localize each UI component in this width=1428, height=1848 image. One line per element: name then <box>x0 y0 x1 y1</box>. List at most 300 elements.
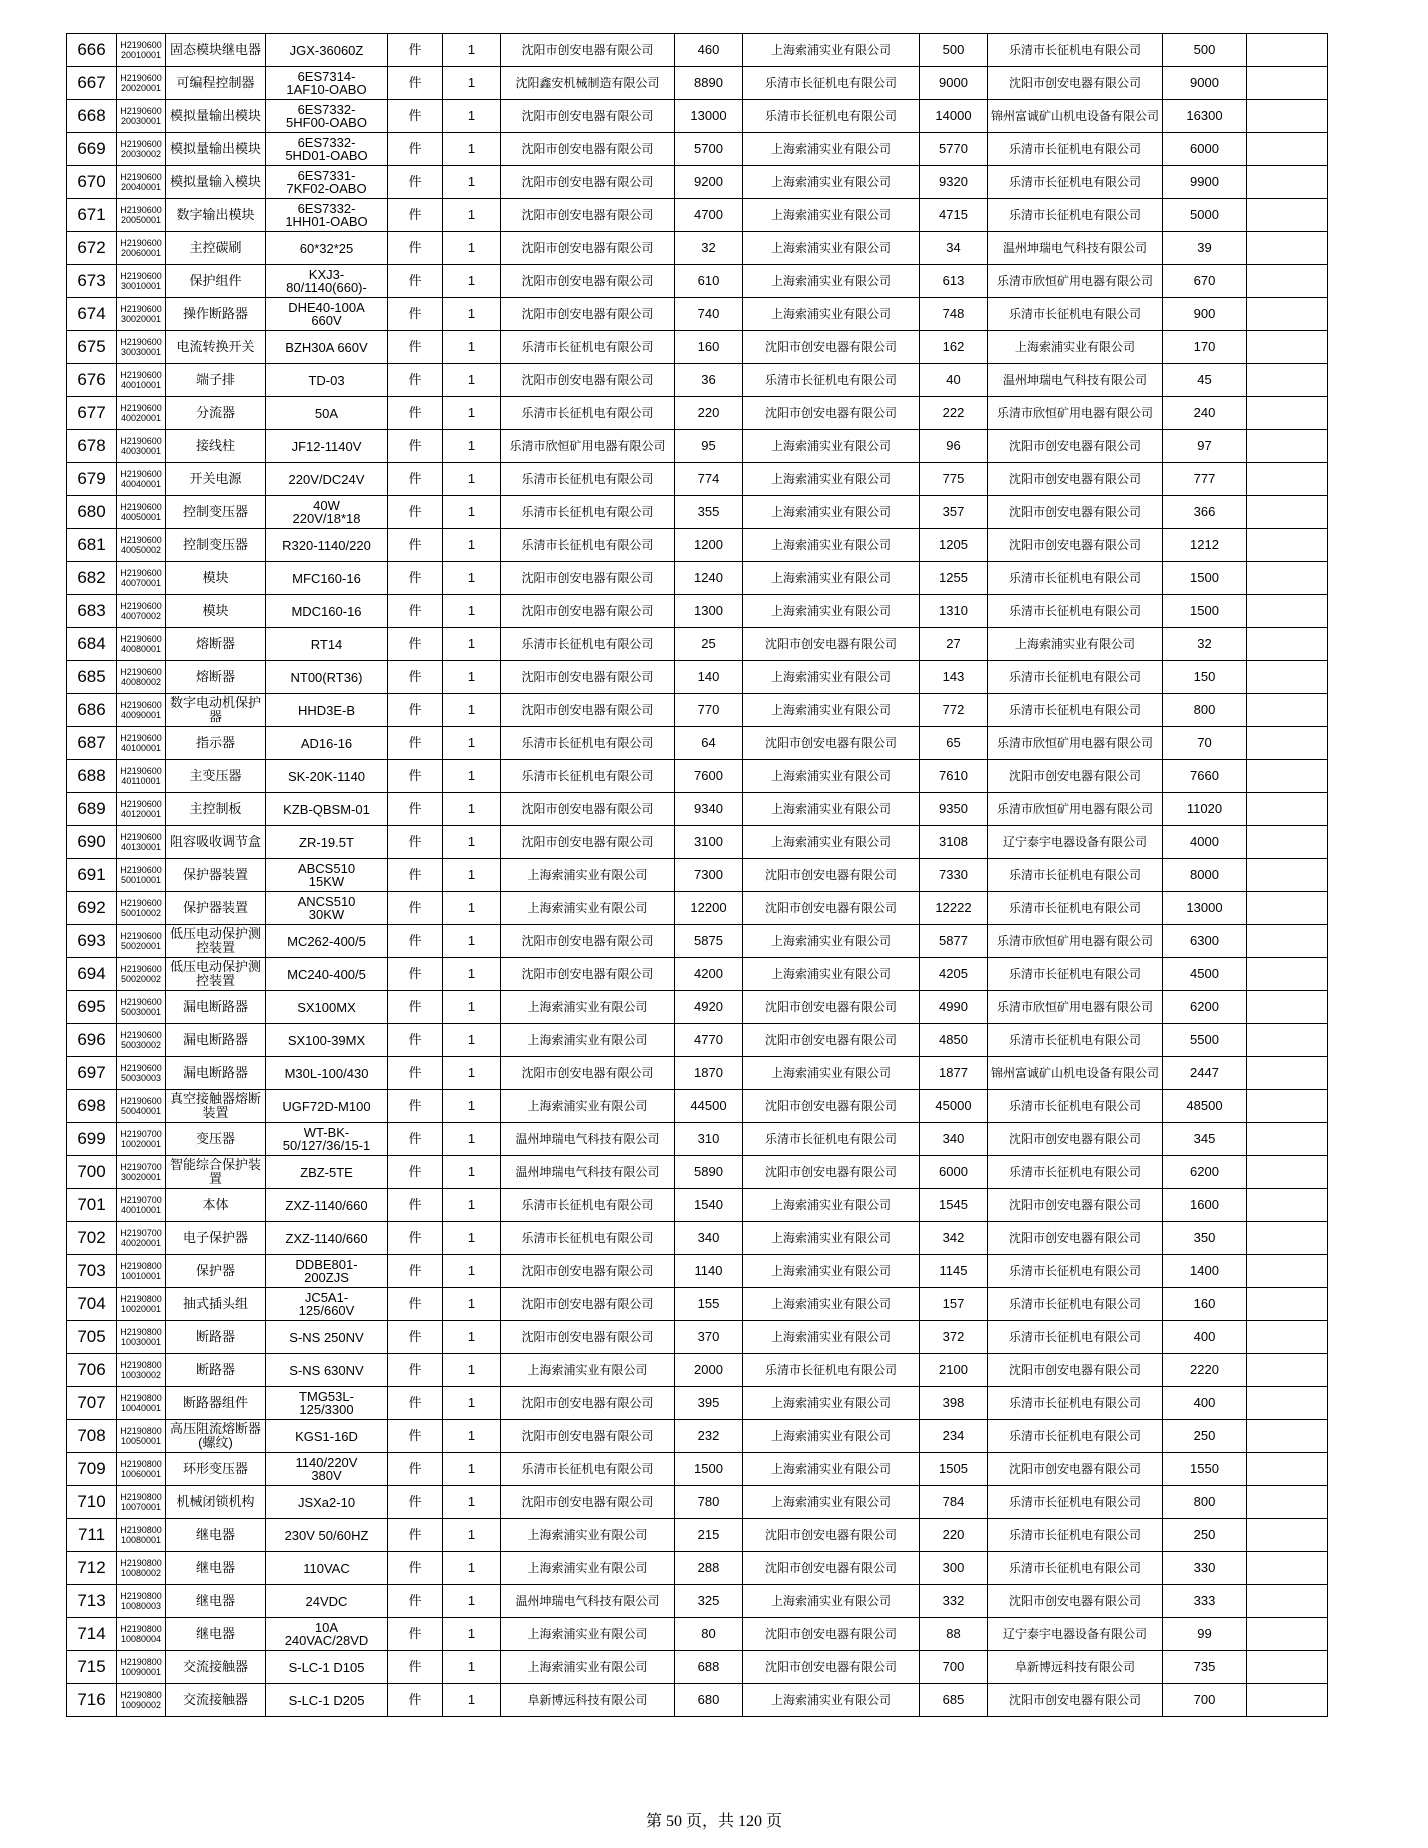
quantity-cell: 1 <box>443 199 501 232</box>
supplier-1-cell: 沈阳市创安电器有限公司 <box>501 694 675 727</box>
unit-cell: 件 <box>388 1189 443 1222</box>
supplier-2-cell: 沈阳市创安电器有限公司 <box>743 1090 920 1123</box>
row-number-cell: 670 <box>67 166 117 199</box>
price-1-cell: 140 <box>675 661 743 694</box>
price-3-cell: 735 <box>1163 1651 1247 1684</box>
price-2-cell: 332 <box>920 1585 988 1618</box>
material-code-cell: H2190600 40030001 <box>117 430 166 463</box>
price-3-cell: 6200 <box>1163 991 1247 1024</box>
supplier-2-cell: 上海索浦实业有限公司 <box>743 34 920 67</box>
supplier-3-cell: 沈阳市创安电器有限公司 <box>988 1189 1163 1222</box>
specification-cell: 6ES7314- 1AF10-OABO <box>266 67 388 100</box>
item-name-cell: 保护器 <box>166 1255 266 1288</box>
price-2-cell: 234 <box>920 1420 988 1453</box>
unit-cell: 件 <box>388 1453 443 1486</box>
specification-cell: KXJ3- 80/1140(660)- <box>266 265 388 298</box>
remarks-cell <box>1247 67 1328 100</box>
unit-cell: 件 <box>388 529 443 562</box>
row-number-cell: 711 <box>67 1519 117 1552</box>
unit-cell: 件 <box>388 727 443 760</box>
price-3-cell: 99 <box>1163 1618 1247 1651</box>
supplier-3-cell: 阜新博远科技有限公司 <box>988 1651 1163 1684</box>
specification-cell: JSXa2-10 <box>266 1486 388 1519</box>
supplier-3-cell: 沈阳市创安电器有限公司 <box>988 1354 1163 1387</box>
remarks-cell <box>1247 1585 1328 1618</box>
table-row <box>67 595 1328 628</box>
supplier-3-cell: 乐清市长征机电有限公司 <box>988 1255 1163 1288</box>
supplier-3-cell: 沈阳市创安电器有限公司 <box>988 760 1163 793</box>
supplier-2-cell: 上海索浦实业有限公司 <box>743 1684 920 1717</box>
specification-cell: NT00(RT36) <box>266 661 388 694</box>
row-number-cell: 715 <box>67 1651 117 1684</box>
price-2-cell: 1205 <box>920 529 988 562</box>
quantity-cell: 1 <box>443 463 501 496</box>
supplier-1-cell: 上海索浦实业有限公司 <box>501 1651 675 1684</box>
price-1-cell: 7300 <box>675 859 743 892</box>
table-row <box>67 1585 1328 1618</box>
price-2-cell: 3108 <box>920 826 988 859</box>
item-name-cell: 抽式插头组 <box>166 1288 266 1321</box>
supplier-1-cell: 上海索浦实业有限公司 <box>501 1618 675 1651</box>
material-code-cell: H2190600 40090001 <box>117 694 166 727</box>
material-code-cell: H2190700 40010001 <box>117 1189 166 1222</box>
supplier-2-cell: 上海索浦实业有限公司 <box>743 265 920 298</box>
item-name-cell: 变压器 <box>166 1123 266 1156</box>
item-name-cell: 继电器 <box>166 1552 266 1585</box>
item-name-cell: 漏电断路器 <box>166 1057 266 1090</box>
row-number-cell: 701 <box>67 1189 117 1222</box>
item-name-cell: 数字电动机保护器 <box>166 694 266 727</box>
price-3-cell: 1500 <box>1163 595 1247 628</box>
quantity-cell: 1 <box>443 298 501 331</box>
supplier-2-cell: 上海索浦实业有限公司 <box>743 595 920 628</box>
price-3-cell: 150 <box>1163 661 1247 694</box>
row-number-cell: 669 <box>67 133 117 166</box>
supplier-2-cell: 沈阳市创安电器有限公司 <box>743 859 920 892</box>
price-3-cell: 4500 <box>1163 958 1247 991</box>
table-row <box>67 67 1328 100</box>
specification-cell: TMG53L- 125/3300 <box>266 1387 388 1420</box>
quantity-cell: 1 <box>443 925 501 958</box>
supplier-2-cell: 上海索浦实业有限公司 <box>743 133 920 166</box>
supplier-2-cell: 上海索浦实业有限公司 <box>743 1222 920 1255</box>
unit-cell: 件 <box>388 595 443 628</box>
row-number-cell: 706 <box>67 1354 117 1387</box>
material-code-cell: H2190800 10060001 <box>117 1453 166 1486</box>
remarks-cell <box>1247 1288 1328 1321</box>
supplier-3-cell: 温州坤瑞电气科技有限公司 <box>988 232 1163 265</box>
price-1-cell: 1240 <box>675 562 743 595</box>
supplier-3-cell: 乐清市长征机电有限公司 <box>988 1486 1163 1519</box>
material-code-cell: H2190800 10070001 <box>117 1486 166 1519</box>
price-2-cell: 357 <box>920 496 988 529</box>
unit-cell: 件 <box>388 67 443 100</box>
remarks-cell <box>1247 1255 1328 1288</box>
remarks-cell <box>1247 1189 1328 1222</box>
quantity-cell: 1 <box>443 1354 501 1387</box>
unit-cell: 件 <box>388 1156 443 1189</box>
price-3-cell: 2447 <box>1163 1057 1247 1090</box>
price-2-cell: 27 <box>920 628 988 661</box>
table-row <box>67 34 1328 67</box>
table-row <box>67 1387 1328 1420</box>
specification-cell: ZBZ-5TE <box>266 1156 388 1189</box>
price-1-cell: 64 <box>675 727 743 760</box>
specification-cell: WT-BK- 50/127/36/15-1 <box>266 1123 388 1156</box>
supplier-2-cell: 沈阳市创安电器有限公司 <box>743 331 920 364</box>
supplier-1-cell: 沈阳市创安电器有限公司 <box>501 1486 675 1519</box>
specification-cell: JGX-36060Z <box>266 34 388 67</box>
material-code-cell: H2190800 10050001 <box>117 1420 166 1453</box>
unit-cell: 件 <box>388 826 443 859</box>
price-3-cell: 1550 <box>1163 1453 1247 1486</box>
supplier-2-cell: 上海索浦实业有限公司 <box>743 1585 920 1618</box>
supplier-2-cell: 乐清市长征机电有限公司 <box>743 100 920 133</box>
row-number-cell: 695 <box>67 991 117 1024</box>
row-number-cell: 685 <box>67 661 117 694</box>
price-1-cell: 9340 <box>675 793 743 826</box>
quantity-cell: 1 <box>443 364 501 397</box>
specification-cell: DHE40-100A 660V <box>266 298 388 331</box>
price-3-cell: 1600 <box>1163 1189 1247 1222</box>
price-3-cell: 670 <box>1163 265 1247 298</box>
specification-cell: MDC160-16 <box>266 595 388 628</box>
supplier-3-cell: 锦州富诚矿山机电设备有限公司 <box>988 100 1163 133</box>
row-number-cell: 702 <box>67 1222 117 1255</box>
row-number-cell: 678 <box>67 430 117 463</box>
item-name-cell: 控制变压器 <box>166 529 266 562</box>
price-1-cell: 12200 <box>675 892 743 925</box>
price-3-cell: 48500 <box>1163 1090 1247 1123</box>
table-row <box>67 265 1328 298</box>
price-1-cell: 1140 <box>675 1255 743 1288</box>
table-row <box>67 1321 1328 1354</box>
material-code-cell: H2190600 50040001 <box>117 1090 166 1123</box>
item-name-cell: 主控碳刷 <box>166 232 266 265</box>
remarks-cell <box>1247 562 1328 595</box>
table-row <box>67 892 1328 925</box>
price-2-cell: 34 <box>920 232 988 265</box>
price-1-cell: 460 <box>675 34 743 67</box>
price-2-cell: 775 <box>920 463 988 496</box>
remarks-cell <box>1247 859 1328 892</box>
material-code-cell: H2190600 40020001 <box>117 397 166 430</box>
price-2-cell: 143 <box>920 661 988 694</box>
row-number-cell: 712 <box>67 1552 117 1585</box>
table-row <box>67 529 1328 562</box>
item-name-cell: 保护器装置 <box>166 892 266 925</box>
price-1-cell: 288 <box>675 1552 743 1585</box>
supplier-1-cell: 乐清市长征机电有限公司 <box>501 496 675 529</box>
unit-cell: 件 <box>388 166 443 199</box>
price-1-cell: 9200 <box>675 166 743 199</box>
unit-cell: 件 <box>388 1684 443 1717</box>
price-2-cell: 342 <box>920 1222 988 1255</box>
supplier-2-cell: 上海索浦实业有限公司 <box>743 562 920 595</box>
specification-cell: ZXZ-1140/660 <box>266 1189 388 1222</box>
item-name-cell: 保护组件 <box>166 265 266 298</box>
supplier-3-cell: 乐清市长征机电有限公司 <box>988 859 1163 892</box>
supplier-2-cell: 上海索浦实业有限公司 <box>743 925 920 958</box>
specification-cell: 6ES7332- 5HD01-OABO <box>266 133 388 166</box>
remarks-cell <box>1247 1486 1328 1519</box>
item-name-cell: 数字输出模块 <box>166 199 266 232</box>
remarks-cell <box>1247 925 1328 958</box>
item-name-cell: 电子保护器 <box>166 1222 266 1255</box>
supplier-1-cell: 沈阳市创安电器有限公司 <box>501 265 675 298</box>
material-code-cell: H2190600 40110001 <box>117 760 166 793</box>
supplier-3-cell: 沈阳市创安电器有限公司 <box>988 67 1163 100</box>
procurement-table <box>66 33 1328 1717</box>
quantity-cell: 1 <box>443 826 501 859</box>
material-code-cell: H2190600 40080001 <box>117 628 166 661</box>
unit-cell: 件 <box>388 298 443 331</box>
supplier-3-cell: 沈阳市创安电器有限公司 <box>988 1684 1163 1717</box>
specification-cell: RT14 <box>266 628 388 661</box>
price-3-cell: 900 <box>1163 298 1247 331</box>
supplier-2-cell: 乐清市长征机电有限公司 <box>743 1123 920 1156</box>
remarks-cell <box>1247 1354 1328 1387</box>
material-code-cell: H2190800 10080004 <box>117 1618 166 1651</box>
item-name-cell: 电流转换开关 <box>166 331 266 364</box>
item-name-cell: 熔断器 <box>166 661 266 694</box>
row-number-cell: 703 <box>67 1255 117 1288</box>
price-1-cell: 13000 <box>675 100 743 133</box>
price-2-cell: 1545 <box>920 1189 988 1222</box>
material-code-cell: H2190600 40120001 <box>117 793 166 826</box>
supplier-2-cell: 沈阳市创安电器有限公司 <box>743 1156 920 1189</box>
table-row <box>67 991 1328 1024</box>
unit-cell: 件 <box>388 562 443 595</box>
supplier-3-cell: 乐清市长征机电有限公司 <box>988 1288 1163 1321</box>
supplier-1-cell: 乐清市欣恒矿用电器有限公司 <box>501 430 675 463</box>
quantity-cell: 1 <box>443 67 501 100</box>
supplier-1-cell: 乐清市长征机电有限公司 <box>501 628 675 661</box>
price-1-cell: 325 <box>675 1585 743 1618</box>
price-1-cell: 220 <box>675 397 743 430</box>
supplier-1-cell: 上海索浦实业有限公司 <box>501 1552 675 1585</box>
price-3-cell: 9900 <box>1163 166 1247 199</box>
material-code-cell: H2190600 50030002 <box>117 1024 166 1057</box>
quantity-cell: 1 <box>443 991 501 1024</box>
price-2-cell: 613 <box>920 265 988 298</box>
price-3-cell: 32 <box>1163 628 1247 661</box>
price-2-cell: 4850 <box>920 1024 988 1057</box>
table-row <box>67 1222 1328 1255</box>
supplier-2-cell: 上海索浦实业有限公司 <box>743 1255 920 1288</box>
price-3-cell: 11020 <box>1163 793 1247 826</box>
item-name-cell: 控制变压器 <box>166 496 266 529</box>
remarks-cell <box>1247 892 1328 925</box>
supplier-1-cell: 乐清市长征机电有限公司 <box>501 397 675 430</box>
supplier-1-cell: 沈阳市创安电器有限公司 <box>501 925 675 958</box>
remarks-cell <box>1247 628 1328 661</box>
unit-cell: 件 <box>388 1618 443 1651</box>
supplier-1-cell: 沈阳市创安电器有限公司 <box>501 1288 675 1321</box>
price-1-cell: 32 <box>675 232 743 265</box>
supplier-1-cell: 沈阳市创安电器有限公司 <box>501 661 675 694</box>
remarks-cell <box>1247 1321 1328 1354</box>
specification-cell: R320-1140/220 <box>266 529 388 562</box>
row-number-cell: 705 <box>67 1321 117 1354</box>
item-name-cell: 机械闭锁机构 <box>166 1486 266 1519</box>
price-1-cell: 232 <box>675 1420 743 1453</box>
supplier-1-cell: 乐清市长征机电有限公司 <box>501 1189 675 1222</box>
remarks-cell <box>1247 727 1328 760</box>
remarks-cell <box>1247 991 1328 1024</box>
row-number-cell: 694 <box>67 958 117 991</box>
price-2-cell: 1310 <box>920 595 988 628</box>
price-1-cell: 215 <box>675 1519 743 1552</box>
quantity-cell: 1 <box>443 232 501 265</box>
price-3-cell: 777 <box>1163 463 1247 496</box>
supplier-3-cell: 沈阳市创安电器有限公司 <box>988 496 1163 529</box>
price-2-cell: 4715 <box>920 199 988 232</box>
price-3-cell: 4000 <box>1163 826 1247 859</box>
supplier-2-cell: 上海索浦实业有限公司 <box>743 661 920 694</box>
table-row <box>67 298 1328 331</box>
specification-cell: AD16-16 <box>266 727 388 760</box>
supplier-3-cell: 乐清市长征机电有限公司 <box>988 34 1163 67</box>
quantity-cell: 1 <box>443 1486 501 1519</box>
item-name-cell: 本体 <box>166 1189 266 1222</box>
remarks-cell <box>1247 397 1328 430</box>
material-code-cell: H2190600 20050001 <box>117 199 166 232</box>
price-1-cell: 395 <box>675 1387 743 1420</box>
supplier-3-cell: 乐清市长征机电有限公司 <box>988 166 1163 199</box>
supplier-3-cell: 乐清市长征机电有限公司 <box>988 1420 1163 1453</box>
supplier-2-cell: 上海索浦实业有限公司 <box>743 1057 920 1090</box>
supplier-1-cell: 乐清市长征机电有限公司 <box>501 760 675 793</box>
item-name-cell: 可编程控制器 <box>166 67 266 100</box>
table-row <box>67 1189 1328 1222</box>
unit-cell: 件 <box>388 1354 443 1387</box>
unit-cell: 件 <box>388 1321 443 1354</box>
price-3-cell: 800 <box>1163 694 1247 727</box>
quantity-cell: 1 <box>443 1024 501 1057</box>
item-name-cell: 指示器 <box>166 727 266 760</box>
specification-cell: 6ES7331- 7KF02-OABO <box>266 166 388 199</box>
supplier-1-cell: 上海索浦实业有限公司 <box>501 892 675 925</box>
remarks-cell <box>1247 232 1328 265</box>
table-row <box>67 1486 1328 1519</box>
remarks-cell <box>1247 595 1328 628</box>
price-2-cell: 700 <box>920 1651 988 1684</box>
item-name-cell: 模拟量输出模块 <box>166 133 266 166</box>
material-code-cell: H2190600 50010001 <box>117 859 166 892</box>
supplier-2-cell: 上海索浦实业有限公司 <box>743 199 920 232</box>
remarks-cell <box>1247 463 1328 496</box>
quantity-cell: 1 <box>443 1156 501 1189</box>
price-3-cell: 6000 <box>1163 133 1247 166</box>
supplier-1-cell: 温州坤瑞电气科技有限公司 <box>501 1123 675 1156</box>
item-name-cell: 真空接触器熔断装置 <box>166 1090 266 1123</box>
row-number-cell: 679 <box>67 463 117 496</box>
material-code-cell: H2190600 50020002 <box>117 958 166 991</box>
supplier-1-cell: 沈阳市创安电器有限公司 <box>501 1387 675 1420</box>
unit-cell: 件 <box>388 661 443 694</box>
specification-cell: S-LC-1 D105 <box>266 1651 388 1684</box>
row-number-cell: 684 <box>67 628 117 661</box>
remarks-cell <box>1247 1156 1328 1189</box>
price-2-cell: 1505 <box>920 1453 988 1486</box>
table-row <box>67 1024 1328 1057</box>
price-2-cell: 65 <box>920 727 988 760</box>
remarks-cell <box>1247 199 1328 232</box>
unit-cell: 件 <box>388 760 443 793</box>
quantity-cell: 1 <box>443 694 501 727</box>
supplier-2-cell: 沈阳市创安电器有限公司 <box>743 1552 920 1585</box>
specification-cell: MC240-400/5 <box>266 958 388 991</box>
supplier-1-cell: 沈阳市创安电器有限公司 <box>501 199 675 232</box>
specification-cell: S-LC-1 D205 <box>266 1684 388 1717</box>
specification-cell: BZH30A 660V <box>266 331 388 364</box>
supplier-3-cell: 乐清市长征机电有限公司 <box>988 661 1163 694</box>
price-1-cell: 5700 <box>675 133 743 166</box>
specification-cell: ABCS510 15KW <box>266 859 388 892</box>
supplier-1-cell: 温州坤瑞电气科技有限公司 <box>501 1585 675 1618</box>
supplier-2-cell: 乐清市长征机电有限公司 <box>743 67 920 100</box>
quantity-cell: 1 <box>443 562 501 595</box>
table-row <box>67 793 1328 826</box>
remarks-cell <box>1247 1090 1328 1123</box>
price-3-cell: 333 <box>1163 1585 1247 1618</box>
specification-cell: KZB-QBSM-01 <box>266 793 388 826</box>
quantity-cell: 1 <box>443 859 501 892</box>
table-row <box>67 925 1328 958</box>
supplier-2-cell: 上海索浦实业有限公司 <box>743 1453 920 1486</box>
supplier-1-cell: 沈阳市创安电器有限公司 <box>501 1255 675 1288</box>
unit-cell: 件 <box>388 1651 443 1684</box>
price-3-cell: 9000 <box>1163 67 1247 100</box>
unit-cell: 件 <box>388 1288 443 1321</box>
specification-cell: SX100-39MX <box>266 1024 388 1057</box>
supplier-3-cell: 锦州富诚矿山机电设备有限公司 <box>988 1057 1163 1090</box>
material-code-cell: H2190600 30010001 <box>117 265 166 298</box>
quantity-cell: 1 <box>443 958 501 991</box>
item-name-cell: 低压电动保护测控装置 <box>166 925 266 958</box>
price-3-cell: 7660 <box>1163 760 1247 793</box>
supplier-1-cell: 沈阳市创安电器有限公司 <box>501 34 675 67</box>
quantity-cell: 1 <box>443 166 501 199</box>
quantity-cell: 1 <box>443 1123 501 1156</box>
price-2-cell: 5770 <box>920 133 988 166</box>
supplier-1-cell: 上海索浦实业有限公司 <box>501 1090 675 1123</box>
quantity-cell: 1 <box>443 1057 501 1090</box>
supplier-1-cell: 上海索浦实业有限公司 <box>501 859 675 892</box>
price-2-cell: 685 <box>920 1684 988 1717</box>
supplier-2-cell: 上海索浦实业有限公司 <box>743 166 920 199</box>
item-name-cell: 智能综合保护装置 <box>166 1156 266 1189</box>
price-3-cell: 800 <box>1163 1486 1247 1519</box>
item-name-cell: 断路器 <box>166 1321 266 1354</box>
price-3-cell: 250 <box>1163 1519 1247 1552</box>
row-number-cell: 675 <box>67 331 117 364</box>
remarks-cell <box>1247 661 1328 694</box>
supplier-3-cell: 沈阳市创安电器有限公司 <box>988 1222 1163 1255</box>
supplier-1-cell: 沈阳市创安电器有限公司 <box>501 1057 675 1090</box>
material-code-cell: H2190800 10020001 <box>117 1288 166 1321</box>
supplier-1-cell: 上海索浦实业有限公司 <box>501 1354 675 1387</box>
supplier-3-cell: 辽宁泰宇电器设备有限公司 <box>988 1618 1163 1651</box>
price-1-cell: 780 <box>675 1486 743 1519</box>
supplier-1-cell: 沈阳市创安电器有限公司 <box>501 100 675 133</box>
remarks-cell <box>1247 265 1328 298</box>
material-code-cell: H2190700 10020001 <box>117 1123 166 1156</box>
price-3-cell: 1400 <box>1163 1255 1247 1288</box>
price-2-cell: 5877 <box>920 925 988 958</box>
supplier-3-cell: 乐清市长征机电有限公司 <box>988 1552 1163 1585</box>
